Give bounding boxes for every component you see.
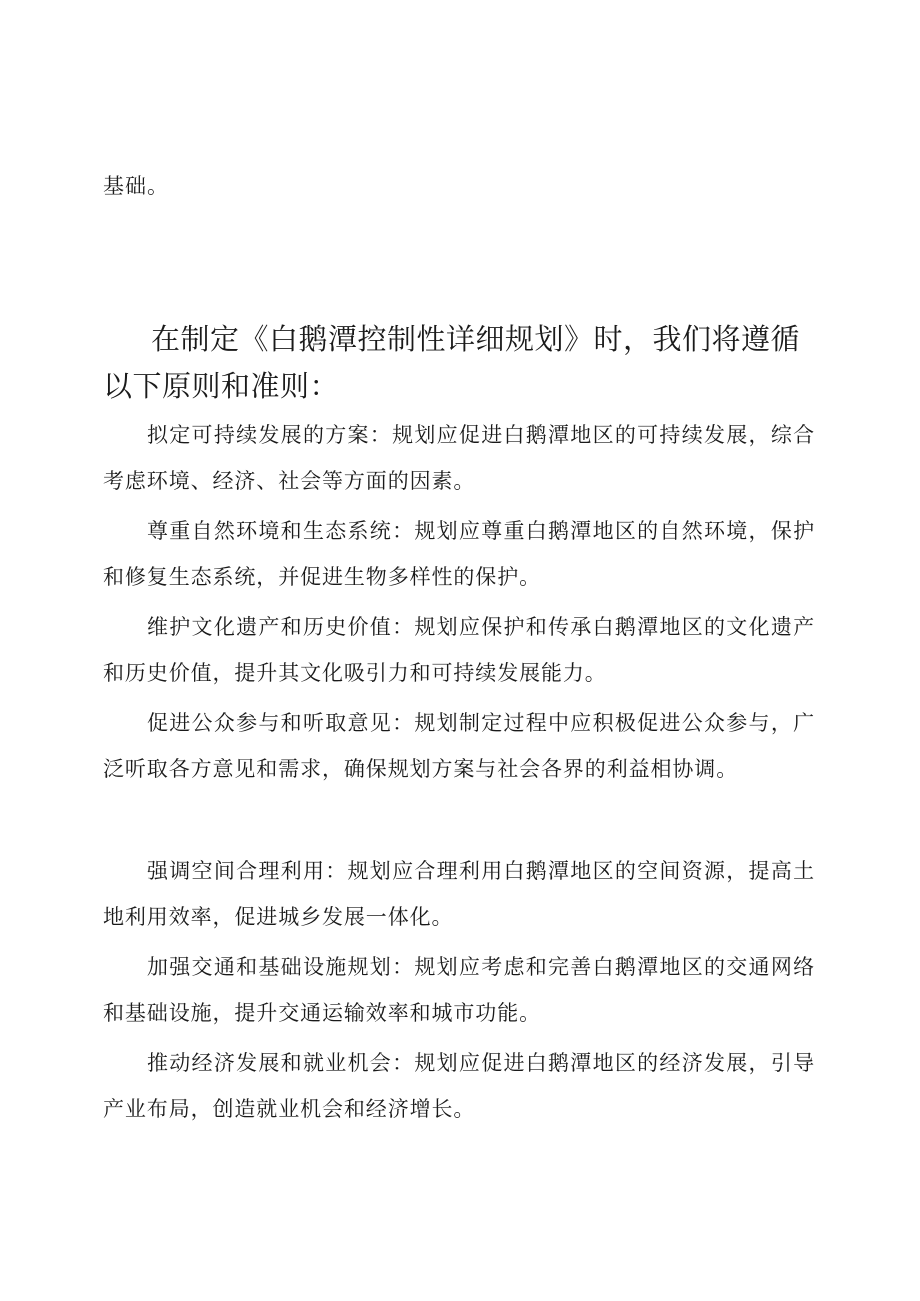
principle-paragraph-3: 维护文化遗产和历史价值：规划应保护和传承白鹅潭地区的文化遗产和历史价值，提升其文化吸引力和可持续发展能力。 bbox=[103, 615, 815, 685]
principle-paragraph-7: 推动经济发展和就业机会：规划应促进白鹅潭地区的经济发展，引导产业布局，创造就业机会和经济增长。 bbox=[103, 1051, 815, 1121]
section-heading: 在制定《白鹅潭控制性详细规划》时，我们将遵循以下原则和准则： bbox=[103, 322, 801, 403]
principle-paragraph-4: 促进公众参与和听取意见：规划制定过程中应积极促进公众参与，广泛听取各方意见和需求，确保规划方案与社会各界的利益相协调。 bbox=[103, 711, 815, 781]
principle-paragraph-6: 加强交通和基础设施规划：规划应考虑和完善白鹅潭地区的交通网络和基础设施，提升交通运输效率和城市功能。 bbox=[103, 955, 815, 1025]
principle-paragraph-5: 强调空间合理利用：规划应合理利用白鹅潭地区的空间资源，提高土地利用效率，促进城乡发展一体化。 bbox=[103, 859, 815, 929]
carryover-text: 基础。 bbox=[103, 174, 169, 198]
principle-paragraph-2: 尊重自然环境和生态系统：规划应尊重白鹅潭地区的自然环境，保护和修复生态系统，并促进生物多样性的保护。 bbox=[103, 519, 815, 589]
principle-paragraph-1: 拟定可持续发展的方案：规划应促进白鹅潭地区的可持续发展，综合考虑环境、经济、社会等方面的因素。 bbox=[103, 423, 815, 493]
